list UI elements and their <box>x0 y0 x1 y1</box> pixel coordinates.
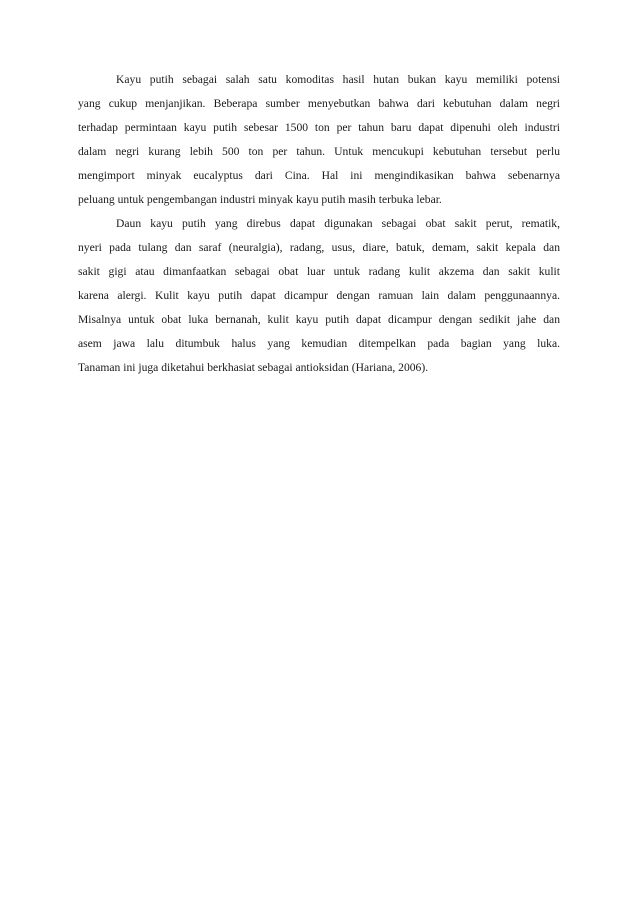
text-line: dalam negri kurang lebih 500 ton per tahun. Untuk mencukupi kebutuhan tersebut perlu <box>78 145 560 158</box>
text-line: yang cukup menjanjikan. Beberapa sumber menyebutkan bahwa dari kebutuhan dalam negri <box>78 97 560 110</box>
paragraph-1 <box>78 68 560 212</box>
text-line: mengimport minyak eucalyptus dari Cina. Hal ini mengindikasikan bahwa sebenarnya <box>78 169 560 182</box>
text-line: terhadap permintaan kayu putih sebesar 1500 ton per tahun baru dapat dipenuhi oleh industri <box>78 121 560 134</box>
text-line: nyeri pada tulang dan saraf (neuralgia), radang, usus, diare, batuk, demam, sakit kepala dan <box>78 241 560 254</box>
document-body <box>78 68 560 380</box>
text-line: Daun kayu putih yang direbus dapat digunakan sebagai obat sakit perut, rematik, <box>116 217 560 230</box>
text-line: karena alergi. Kulit kayu putih dapat dicampur dengan ramuan lain dalam penggunaannya. <box>78 289 560 302</box>
text-line: Misalnya untuk obat luka bernanah, kulit kayu putih dapat dicampur dengan sedikit jahe dan <box>78 313 560 326</box>
text-line: peluang untuk pengembangan industri minyak kayu putih masih terbuka lebar. <box>78 193 442 206</box>
text-line: Kayu putih sebagai salah satu komoditas hasil hutan bukan kayu memiliki potensi <box>116 73 560 86</box>
text-line: sakit gigi atau dimanfaatkan sebagai obat luar untuk radang kulit akzema dan sakit kulit <box>78 265 560 278</box>
paragraph-2 <box>78 212 560 380</box>
text-line: asem jawa lalu ditumbuk halus yang kemudian ditempelkan pada bagian yang luka. <box>78 337 560 350</box>
text-line: Tanaman ini juga diketahui berkhasiat sebagai antioksidan (Hariana, 2006). <box>78 361 429 374</box>
